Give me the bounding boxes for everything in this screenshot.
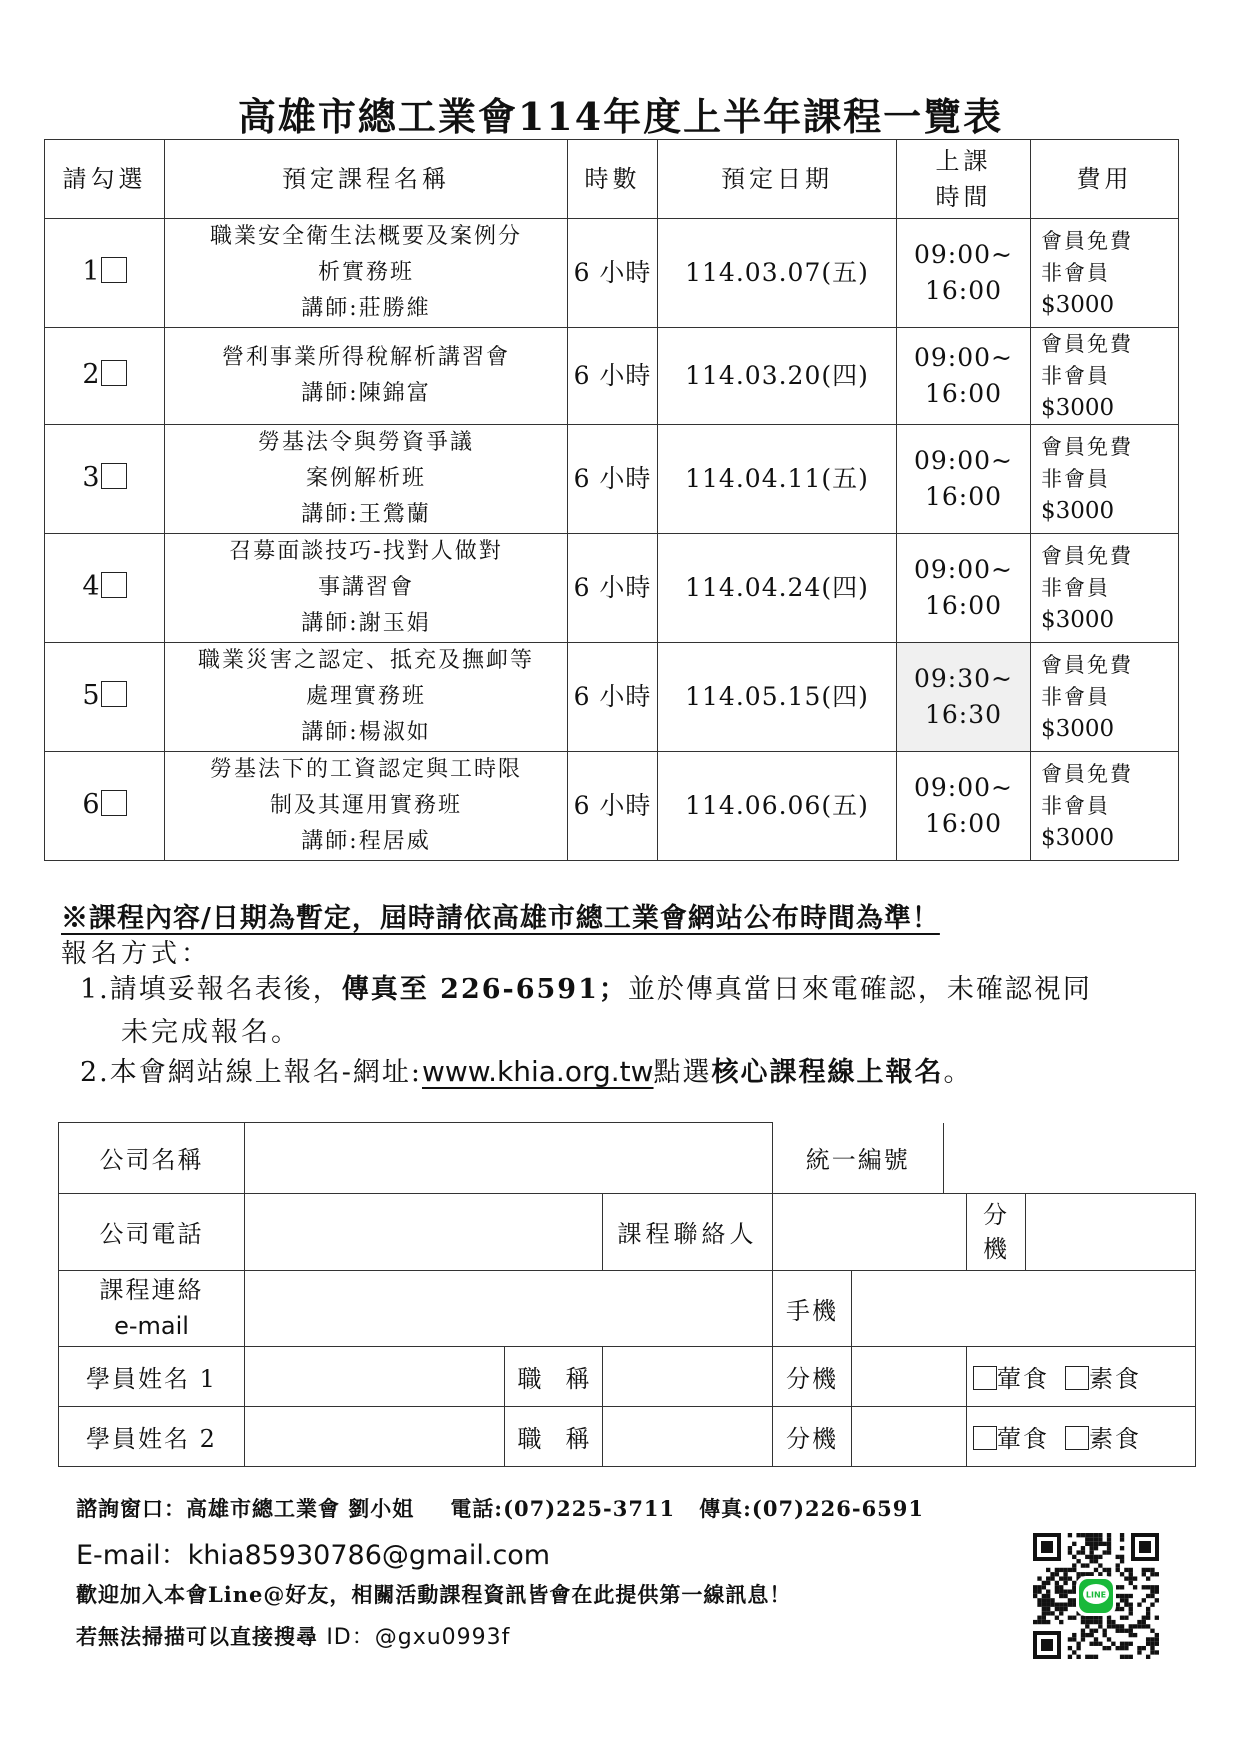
course-date: 114.04.24(四) [658,534,897,643]
course-checkbox[interactable] [101,257,127,283]
student-1-name-field[interactable] [245,1346,505,1406]
course-fee: 會員免費 非會員 $3000 [1031,425,1179,534]
registration-form [58,1122,1196,1467]
course-hours: 6 小時 [568,534,658,643]
course-fee: 會員免費 非會員 $3000 [1031,752,1179,861]
course-time: 09:00~ 16:00 [897,219,1031,328]
contact-person-field[interactable] [773,1193,967,1270]
course-name-cell: 勞基法下的工資認定與工時限 制及其運用實務班 講師:程居威 [165,752,568,861]
email-field[interactable] [245,1270,773,1346]
company-name-field[interactable] [245,1123,773,1194]
extension-label: 分 機 [967,1193,1026,1270]
student-1-ext-field[interactable] [852,1346,967,1406]
tax-id-field[interactable] [943,1123,1196,1193]
header-fee: 費用 [1031,140,1179,219]
course-check-cell: 1 [45,219,165,328]
website-link[interactable]: www.khia.org.tw [421,1055,654,1088]
course-checkbox[interactable] [101,360,127,386]
course-fee: 會員免費 非會員 $3000 [1031,534,1179,643]
student-2-title-label: 職 稱 [505,1406,603,1466]
mobile-label: 手機 [773,1270,852,1346]
student-1-title-label: 職 稱 [505,1346,603,1406]
page-title: 高雄市總工業會114年度上半年課程一覽表 [237,94,1004,139]
student-2-title-field[interactable] [603,1406,773,1466]
student-1-veg-checkbox[interactable] [1065,1366,1089,1390]
header-check: 請勾選 [45,140,165,219]
email-label: 課程連絡 e-mail [59,1270,245,1346]
course-date: 114.03.20(四) [658,328,897,425]
mobile-field[interactable] [852,1270,1196,1346]
contact-line: 諮詢窗口：高雄市總工業會 劉小姐 電話:(07)225-3711 傳真:(07)226-6591 [76,1496,925,1521]
course-date: 114.05.15(四) [658,643,897,752]
course-checkbox[interactable] [101,790,127,816]
registration-step-1-cont: 未完成報名。 [121,1017,301,1048]
course-table [44,139,1179,861]
student-2-ext-label: 分機 [773,1406,852,1466]
qr-badge-text: LINE [1085,1590,1107,1600]
notice-text: ※課程內容/日期為暫定，屆時請依高雄市總工業會網站公布時間為準！ [61,903,940,934]
student-2-label: 學員姓名 2 [59,1406,245,1466]
course-checkbox[interactable] [101,681,127,707]
course-time: 09:00~ 16:00 [897,534,1031,643]
form-row-email [59,1270,1196,1346]
student-2-name-field[interactable] [245,1406,505,1466]
extension-field[interactable] [1026,1193,1196,1270]
student-1-title-field[interactable] [603,1346,773,1406]
header-time: 上課 時間 [897,140,1031,219]
tax-id-label: 統一編號 [773,1123,943,1193]
table-row [45,752,1179,861]
course-name-cell: 召募面談技巧-找對人做對 事講習會 講師:謝玉娟 [165,534,568,643]
student-2-diet: 葷食 素食 [967,1406,1196,1466]
line-qr-code-icon[interactable] [1033,1533,1159,1659]
table-row [45,425,1179,534]
course-hours: 6 小時 [568,328,658,425]
course-time: 09:00~ 16:00 [897,425,1031,534]
course-check-cell: 2 [45,328,165,425]
table-row [45,219,1179,328]
table-row [45,534,1179,643]
course-date: 114.06.06(五) [658,752,897,861]
company-name-label: 公司名稱 [59,1123,245,1194]
student-2-ext-field[interactable] [852,1406,967,1466]
form-row-company [59,1123,1196,1194]
course-fee: 會員免費 非會員 $3000 [1031,219,1179,328]
student-1-ext-label: 分機 [773,1346,852,1406]
form-row-phone [59,1193,1196,1270]
course-name-cell: 職業安全衛生法概要及案例分 析實務班 講師:莊勝維 [165,219,568,328]
course-checkbox[interactable] [101,572,127,598]
course-time: 09:00~ 16:00 [897,328,1031,425]
course-hours: 6 小時 [568,752,658,861]
line-welcome-text: 歡迎加入本會Line@好友，相關活動課程資訊皆會在此提供第一線訊息！ [76,1582,792,1607]
registration-step-2: 2.本會網站線上報名-網址:www.khia.org.tw點選核心課程線上報名。 [80,1055,973,1088]
registration-step-1: 1.請填妥報名表後，傳真至 226-6591；並於傳真當日來電確認，未確認視同 [80,974,1092,1005]
registration-heading: 報名方式： [61,939,212,969]
course-check-cell: 4 [45,534,165,643]
course-hours: 6 小時 [568,425,658,534]
course-check-cell: 3 [45,425,165,534]
line-search-text: 若無法掃描可以直接搜尋 ID：@gxu0993f [76,1624,511,1650]
header-date: 預定日期 [658,140,897,219]
course-name-cell: 職業災害之認定、抵充及撫卹等 處理實務班 講師:楊淑如 [165,643,568,752]
table-row [45,328,1179,425]
student-1-label: 學員姓名 1 [59,1346,245,1406]
course-hours: 6 小時 [568,219,658,328]
form-row-student-1 [59,1346,1196,1406]
header-hours: 時數 [568,140,658,219]
student-2-veg-checkbox[interactable] [1065,1426,1089,1450]
course-checkbox[interactable] [101,463,127,489]
student-2-meat-checkbox[interactable] [973,1426,997,1450]
company-phone-field[interactable] [245,1193,603,1270]
course-date: 114.04.11(五) [658,425,897,534]
course-date: 114.03.07(五) [658,219,897,328]
course-time: 09:00~ 16:00 [897,752,1031,861]
course-time: 09:30~ 16:30 [897,643,1031,752]
course-name-cell: 營利事業所得稅解析講習會 講師:陳錦富 [165,328,568,425]
contact-person-label: 課程聯絡人 [603,1193,773,1270]
student-1-diet: 葷食 素食 [967,1346,1196,1406]
course-check-cell: 6 [45,752,165,861]
form-row-student-2 [59,1406,1196,1466]
contact-email: E-mail：khia85930786@gmail.com [76,1540,551,1571]
company-phone-label: 公司電話 [59,1193,245,1270]
course-fee: 會員免費 非會員 $3000 [1031,643,1179,752]
course-hours: 6 小時 [568,643,658,752]
course-fee: 會員免費 非會員 $3000 [1031,328,1179,425]
table-header-row [45,140,1179,219]
course-name-cell: 勞基法令與勞資爭議 案例解析班 講師:王鶯蘭 [165,425,568,534]
student-1-meat-checkbox[interactable] [973,1366,997,1390]
course-check-cell: 5 [45,643,165,752]
table-row [45,643,1179,752]
header-course-name: 預定課程名稱 [165,140,568,219]
